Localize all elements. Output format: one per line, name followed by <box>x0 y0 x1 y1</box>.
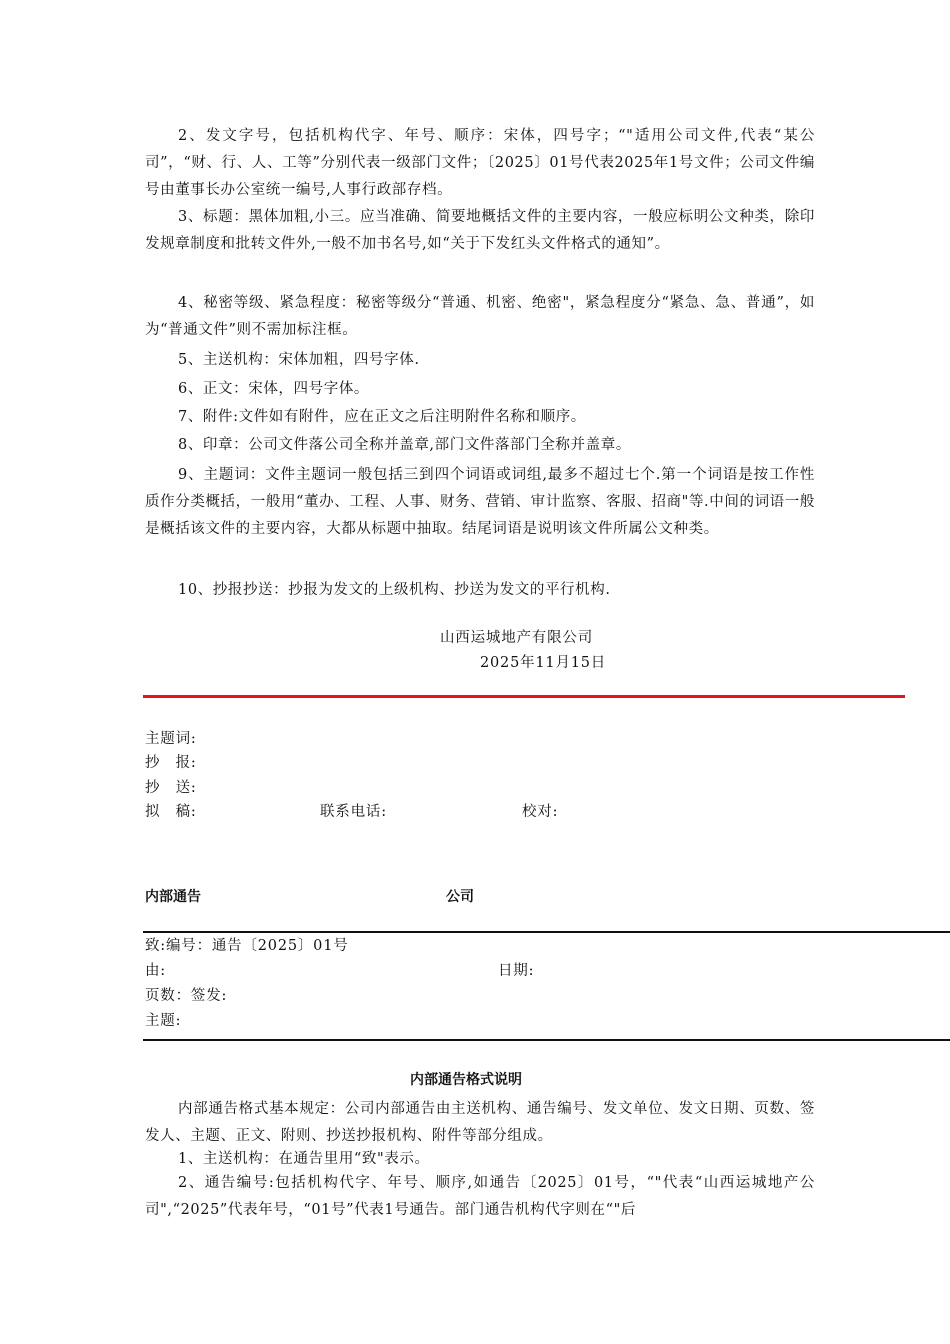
rule-item-7: 7、附件:文件如有附件，应在正文之后注明附件名称和顺序。 <box>178 409 586 425</box>
notice-subject-label: 主题: <box>145 1013 182 1029</box>
proofread-label: 校对: <box>522 804 559 820</box>
signature-company: 山西运城地产有限公司 <box>440 630 593 646</box>
rule-item-5: 5、主送机构：宋体加粗，四号字体. <box>178 352 420 368</box>
phone-label: 联系电话: <box>320 804 387 820</box>
notice-date-label: 日期: <box>498 963 535 979</box>
notice-title: 内部通告 <box>145 889 201 905</box>
subject-words-label: 主题词: <box>145 731 197 747</box>
red-divider <box>143 695 905 698</box>
rule-item-8: 8、印章：公司文件落公司全称并盖章,部门文件落部门全称并盖章。 <box>178 437 631 453</box>
notice-top-rule <box>143 931 950 933</box>
notice-from-label: 由: <box>145 963 166 979</box>
notice-pages-signer: 页数：签发: <box>145 988 228 1004</box>
rule-item-3: 3、标题：黑体加粗,小三。应当准确、简要地概括文件的主要内容，一般应标明公文种类，除印发规章制度和批转文件外,一般不加书名号,如“关于下发红头文件格式的通知”。 <box>145 209 815 252</box>
notice-to-number: 致:编号：通告〔2025〕01号 <box>145 938 349 954</box>
drafter-label: 拟 稿: <box>145 804 197 820</box>
notice-explain-heading: 内部通告格式说明 <box>410 1072 522 1088</box>
rule-item-9: 9、主题词：文件主题词一般包括三到四个词语或词组,最多不超过七个.第一个词语是按工作性质作分类概括，一般用“董办、工程、人事、财务、营销、审计监察、客服、招商"等.中间的词语一般是概括该文件的主要内容，大都从标题中抽取。结尾词语是说明该文件所属公文种类。 <box>145 467 815 537</box>
rule-item-10: 10、抄报抄送：抄报为发文的上级机构、抄送为发文的平行机构. <box>178 582 611 598</box>
notice-company: 公司 <box>446 889 474 905</box>
signature-date: 2025年11月15日 <box>480 655 607 671</box>
report-to-label: 抄 报: <box>145 755 197 771</box>
copy-to-label: 抄 送: <box>145 780 197 796</box>
notice-explain-item-1: 1、主送机构：在通告里用“致"表示。 <box>178 1151 430 1167</box>
notice-bottom-rule <box>143 1039 950 1041</box>
rule-item-6: 6、正文：宋体，四号字体。 <box>178 381 370 397</box>
notice-explain-intro: 内部通告格式基本规定：公司内部通告由主送机构、通告编号、发文单位、发文日期、页数、签发人、主题、正文、附则、抄送抄报机构、附件等部分组成。 <box>145 1101 815 1144</box>
notice-explain-item-2: 2、通告编号:包括机构代字、年号、顺序,如通告〔2025〕01号，“"代表“山西运城地产公司",“2025”代表年号，“01号”代表1号通告。部门通告机构代字则在“"后 <box>145 1175 815 1218</box>
rule-item-4: 4、秘密等级、紧急程度：秘密等级分“普通、机密、绝密"，紧急程度分“紧急、急、普通”，如为“普通文件”则不需加标注框。 <box>145 295 815 338</box>
rule-item-2: 2、发文字号，包括机构代字、年号、顺序：宋体，四号字；“"适用公司文件,代表“某公司”，“财、行、人、工等”分别代表一级部门文件；〔2025〕01号代表2025年1号文件；公司文件编号由董事长办公室统一编号,人事行政部存档。 <box>145 128 815 198</box>
